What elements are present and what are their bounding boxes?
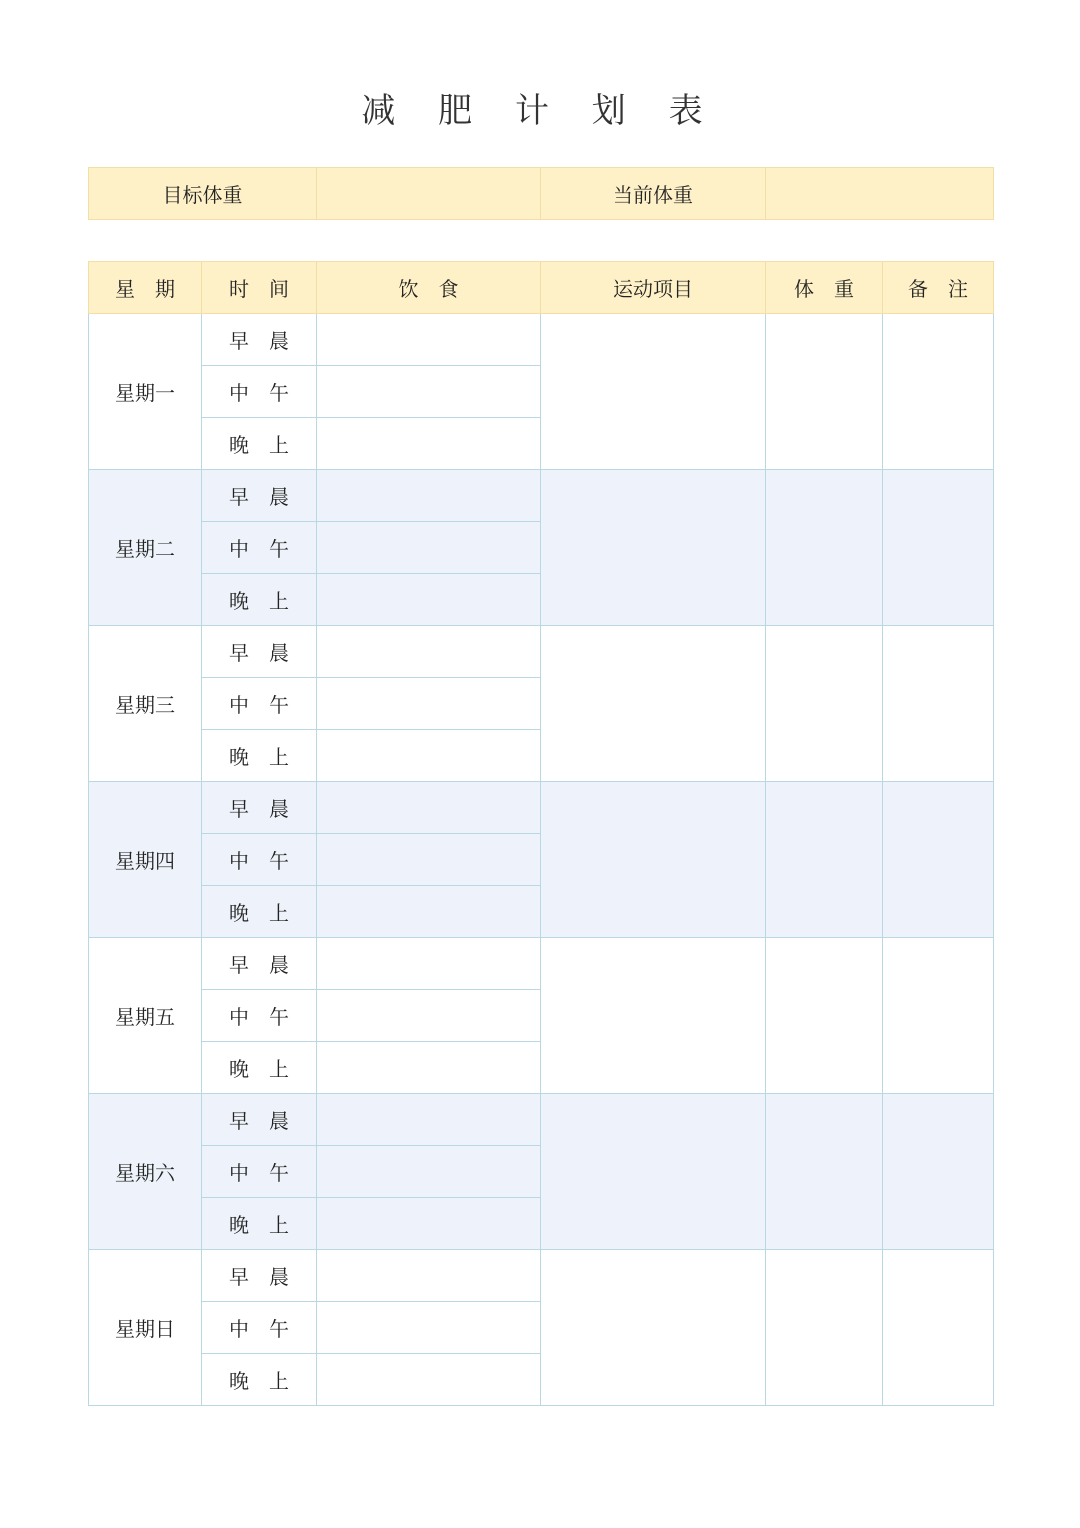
diet-cell[interactable] — [317, 782, 541, 834]
table-row — [89, 470, 994, 522]
diet-cell[interactable] — [317, 314, 541, 366]
time-label: 晚 上 — [202, 1042, 317, 1094]
table-row — [89, 782, 994, 834]
diet-cell[interactable] — [317, 730, 541, 782]
note-cell[interactable] — [883, 314, 994, 470]
diet-cell[interactable] — [317, 1198, 541, 1250]
time-label: 早 晨 — [202, 938, 317, 990]
note-cell[interactable] — [883, 938, 994, 1094]
note-cell[interactable] — [883, 470, 994, 626]
header-diet: 饮 食 — [317, 262, 541, 314]
time-label: 晚 上 — [202, 730, 317, 782]
weight-cell[interactable] — [766, 470, 883, 626]
header-day: 星 期 — [89, 262, 202, 314]
exercise-cell[interactable] — [541, 1250, 766, 1406]
table-row — [89, 626, 994, 678]
diet-cell[interactable] — [317, 1250, 541, 1302]
plan-table — [88, 261, 994, 1406]
time-label: 晚 上 — [202, 1354, 317, 1406]
weight-cell[interactable] — [766, 782, 883, 938]
time-label: 晚 上 — [202, 418, 317, 470]
weight-cell[interactable] — [766, 1250, 883, 1406]
diet-cell[interactable] — [317, 938, 541, 990]
current-weight-value[interactable] — [766, 168, 994, 220]
exercise-cell[interactable] — [541, 626, 766, 782]
diet-cell[interactable] — [317, 522, 541, 574]
diet-cell[interactable] — [317, 834, 541, 886]
diet-cell[interactable] — [317, 626, 541, 678]
time-label: 早 晨 — [202, 1250, 317, 1302]
time-label: 中 午 — [202, 834, 317, 886]
time-label: 晚 上 — [202, 574, 317, 626]
exercise-cell[interactable] — [541, 782, 766, 938]
diet-cell[interactable] — [317, 1302, 541, 1354]
diet-cell[interactable] — [317, 1094, 541, 1146]
exercise-cell[interactable] — [541, 470, 766, 626]
table-row — [89, 314, 994, 366]
time-label: 早 晨 — [202, 782, 317, 834]
day-label: 星期日 — [89, 1250, 202, 1406]
header-exercise: 运动项目 — [541, 262, 766, 314]
day-label: 星期五 — [89, 938, 202, 1094]
diet-cell[interactable] — [317, 990, 541, 1042]
diet-cell[interactable] — [317, 418, 541, 470]
time-label: 中 午 — [202, 990, 317, 1042]
page-title: 减 肥 计 划 表 — [361, 91, 719, 131]
diet-cell[interactable] — [317, 1354, 541, 1406]
day-label: 星期二 — [89, 470, 202, 626]
note-cell[interactable] — [883, 1094, 994, 1250]
target-weight-label: 目标体重 — [89, 168, 317, 220]
time-label: 中 午 — [202, 1302, 317, 1354]
weight-cell[interactable] — [766, 626, 883, 782]
diet-cell[interactable] — [317, 366, 541, 418]
time-label: 早 晨 — [202, 470, 317, 522]
note-cell[interactable] — [883, 626, 994, 782]
time-label: 早 晨 — [202, 1094, 317, 1146]
diet-cell[interactable] — [317, 470, 541, 522]
day-label: 星期四 — [89, 782, 202, 938]
day-label: 星期六 — [89, 1094, 202, 1250]
weight-row — [89, 168, 994, 220]
table-row — [89, 1094, 994, 1146]
header-weight: 体 重 — [766, 262, 883, 314]
time-label: 中 午 — [202, 522, 317, 574]
note-cell[interactable] — [883, 1250, 994, 1406]
diet-cell[interactable] — [317, 886, 541, 938]
time-label: 中 午 — [202, 1146, 317, 1198]
header-time: 时 间 — [202, 262, 317, 314]
weight-cell[interactable] — [766, 1094, 883, 1250]
header-note: 备 注 — [883, 262, 994, 314]
exercise-cell[interactable] — [541, 314, 766, 470]
table-row — [89, 1250, 994, 1302]
time-label: 中 午 — [202, 366, 317, 418]
table-row — [89, 938, 994, 990]
diet-cell[interactable] — [317, 574, 541, 626]
current-weight-label: 当前体重 — [541, 168, 766, 220]
exercise-cell[interactable] — [541, 1094, 766, 1250]
diet-cell[interactable] — [317, 678, 541, 730]
target-weight-value[interactable] — [317, 168, 541, 220]
weight-cell[interactable] — [766, 314, 883, 470]
exercise-cell[interactable] — [541, 938, 766, 1094]
time-label: 中 午 — [202, 678, 317, 730]
diet-cell[interactable] — [317, 1042, 541, 1094]
plan-header-row — [89, 262, 994, 314]
day-label: 星期一 — [89, 314, 202, 470]
time-label: 早 晨 — [202, 314, 317, 366]
time-label: 晚 上 — [202, 1198, 317, 1250]
plan-body — [89, 314, 994, 1406]
diet-cell[interactable] — [317, 1146, 541, 1198]
weight-cell[interactable] — [766, 938, 883, 1094]
time-label: 晚 上 — [202, 886, 317, 938]
note-cell[interactable] — [883, 782, 994, 938]
day-label: 星期三 — [89, 626, 202, 782]
time-label: 早 晨 — [202, 626, 317, 678]
weight-table — [88, 167, 994, 220]
